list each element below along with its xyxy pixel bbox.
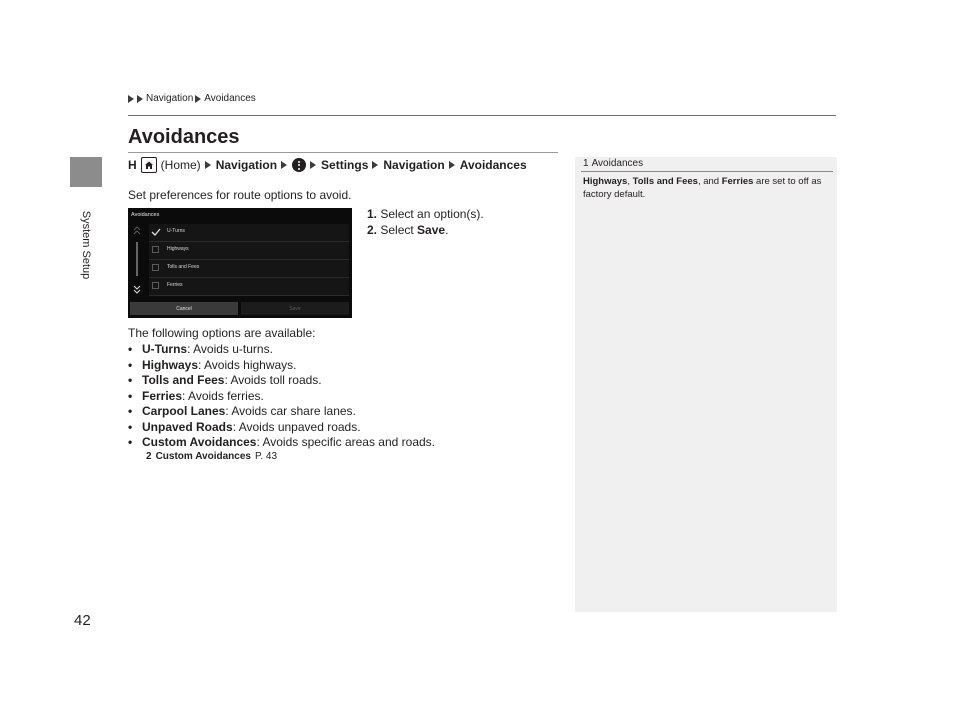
option-desc: : Avoids ferries. xyxy=(182,388,264,403)
option-name: Highways xyxy=(142,357,199,372)
breadcrumb-item-navigation[interactable]: Navigation xyxy=(146,93,194,104)
step-1 xyxy=(367,207,484,221)
menu-path xyxy=(128,157,527,173)
xref-page: P. 43 xyxy=(254,451,278,462)
breadcrumb xyxy=(128,93,256,104)
option-name: Custom Avoidances xyxy=(142,435,257,449)
option-desc: : Avoids specific areas and roads. xyxy=(256,435,436,449)
option-name: Tolls and Fees xyxy=(142,373,225,387)
option-name: U-Turns xyxy=(142,342,188,356)
screen-title: Avoidances xyxy=(131,212,160,218)
section-label xyxy=(60,190,112,300)
screen-option-label: U-Turns xyxy=(167,228,185,234)
step-text: Select xyxy=(380,223,418,237)
step-number: 1. xyxy=(367,207,378,221)
path-start-glyph: H xyxy=(128,158,137,172)
breadcrumb-arrow-icon xyxy=(137,95,143,103)
list-item xyxy=(128,404,435,420)
step-suffix: . xyxy=(445,223,449,237)
note-text: , xyxy=(627,176,633,187)
path-arrow-icon xyxy=(205,161,211,169)
bullet-icon: • xyxy=(128,373,133,387)
note-text: , and xyxy=(697,176,722,187)
option-name: Ferries xyxy=(142,388,183,403)
path-step-avoidances: Avoidances xyxy=(459,158,527,172)
section-tab-marker xyxy=(70,157,102,187)
header-divider xyxy=(128,115,836,116)
step-2 xyxy=(367,223,448,237)
checkbox-icon xyxy=(152,246,159,253)
path-arrow-icon xyxy=(281,161,287,169)
step-keyword: Save xyxy=(417,223,446,237)
path-step-navigation: Navigation xyxy=(215,158,278,172)
screen-scrollbar[interactable] xyxy=(131,224,143,296)
path-arrow-icon xyxy=(372,161,378,169)
reference-arrow-icon: 2 xyxy=(146,451,152,462)
bullet-icon: • xyxy=(128,435,133,449)
note-text: are set to off as factory default. xyxy=(583,176,822,200)
bullet-icon: • xyxy=(128,419,133,434)
path-arrow-icon xyxy=(310,161,316,169)
option-desc: : Avoids toll roads. xyxy=(224,373,322,387)
notes-divider xyxy=(581,171,833,172)
path-arrow-icon xyxy=(449,161,455,169)
screen-option-label: Highways xyxy=(167,246,189,252)
screen-option-highways[interactable] xyxy=(149,242,349,260)
notes-body xyxy=(583,175,829,201)
notes-panel xyxy=(575,157,837,612)
list-item xyxy=(128,420,435,436)
option-desc: : Avoids car share lanes. xyxy=(225,404,356,418)
option-desc: : Avoids highways. xyxy=(198,357,297,372)
page-number: 42 xyxy=(74,612,91,629)
list-item xyxy=(128,373,435,389)
bullet-icon: • xyxy=(128,388,133,403)
notes-heading-text: Avoidances xyxy=(591,158,644,169)
device-screenshot xyxy=(128,208,352,318)
note-term: Tolls and Fees xyxy=(632,176,698,187)
screen-option-u-turns[interactable] xyxy=(149,224,349,242)
cross-reference-link[interactable] xyxy=(146,451,277,462)
note-term: Highways xyxy=(583,176,628,187)
screen-cancel-button[interactable]: Cancel xyxy=(130,302,238,315)
step-number: 2. xyxy=(367,223,378,237)
screen-option-label: Tolls and Fees xyxy=(167,264,200,270)
path-step-navigation-2: Navigation xyxy=(383,158,445,172)
option-desc: : Avoids u-turns. xyxy=(187,342,273,356)
bullet-icon: • xyxy=(128,357,133,372)
options-intro: The following options are available: xyxy=(128,326,316,340)
breadcrumb-item-avoidances[interactable]: Avoidances xyxy=(204,93,256,104)
check-icon xyxy=(151,227,161,237)
list-item xyxy=(128,342,435,358)
intro-text: Set preferences for route options to avoid. xyxy=(128,188,352,202)
bullet-icon: • xyxy=(128,342,133,356)
note-term: Ferries xyxy=(721,176,754,187)
screen-option-ferries[interactable] xyxy=(149,278,349,296)
more-options-icon xyxy=(292,158,306,172)
notes-heading xyxy=(583,158,643,169)
list-item xyxy=(128,435,435,451)
path-home-label: (Home) xyxy=(160,158,201,172)
breadcrumb-arrow-icon xyxy=(195,95,201,103)
option-name: Carpool Lanes xyxy=(142,404,226,418)
step-text: Select an option(s). xyxy=(380,207,484,221)
screen-option-tolls-and-fees[interactable] xyxy=(149,260,349,278)
screen-save-button[interactable]: Save xyxy=(241,302,349,315)
note-marker-icon: 1 xyxy=(583,158,589,169)
xref-label: Custom Avoidances xyxy=(155,451,251,462)
bullet-icon: • xyxy=(128,404,133,418)
options-list xyxy=(128,342,435,451)
breadcrumb-arrow-icon xyxy=(128,95,134,103)
option-desc: : Avoids unpaved roads. xyxy=(232,419,361,434)
page-title: Avoidances xyxy=(128,126,240,148)
option-name: Unpaved Roads xyxy=(142,419,233,434)
list-item xyxy=(128,389,435,405)
screen-option-label: Ferries xyxy=(167,282,183,288)
list-item xyxy=(128,358,435,374)
checkbox-icon xyxy=(152,282,159,289)
checkbox-icon xyxy=(152,264,159,271)
path-step-settings: Settings xyxy=(321,158,369,172)
home-icon xyxy=(141,157,157,173)
title-divider xyxy=(128,152,558,153)
section-label-text: System Setup xyxy=(80,210,93,280)
